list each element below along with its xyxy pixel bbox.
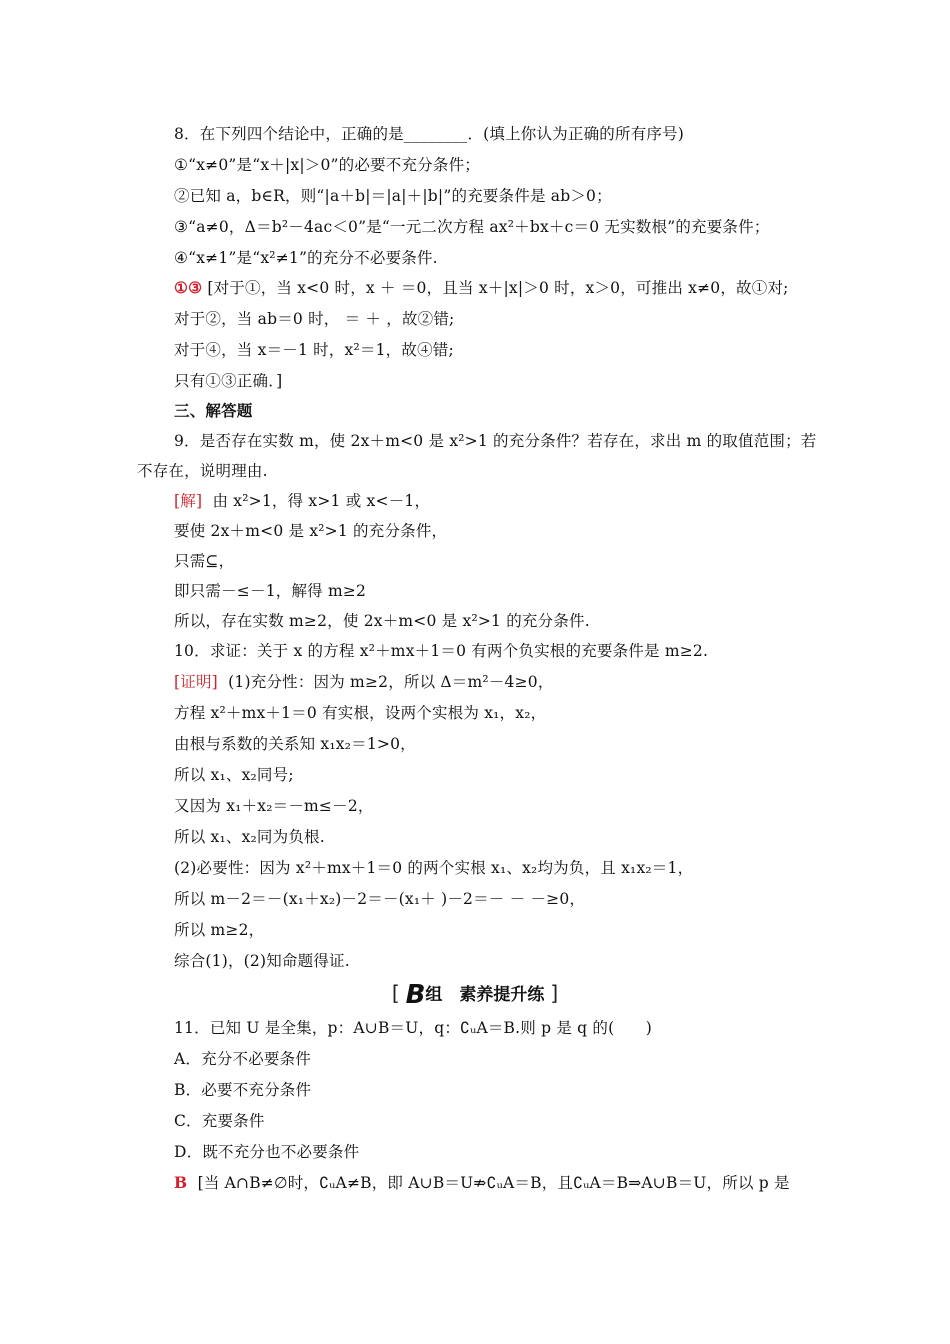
q11-answer-label: B bbox=[174, 1173, 188, 1192]
q8-solution-line: 对于④，当 x＝－1 时，x²＝1，故④错; bbox=[174, 341, 454, 359]
q10-answer-line bbox=[174, 672, 554, 692]
q10-solution-line: 所以 m≥2， bbox=[174, 921, 265, 939]
q8-item-2: ②已知 a，b∈R，则“|a＋b|＝|a|＋|b|”的充要条件是 ab＞0； bbox=[174, 187, 612, 205]
q8-item-3: ③“a≠0，Δ＝b²－4ac＜0”是“一元二次方程 ax²＋bx＋c＝0 无实数根”的充要条件； bbox=[174, 218, 770, 236]
section-title: 三、解答题 bbox=[174, 401, 253, 420]
q11-stem: 11．已知 U 是全集，p：A∪B＝U，q：∁ᵤA＝B.则 p 是 q 的( ) bbox=[174, 1019, 653, 1037]
q8-solution-line: 对于②，当 ab＝0 时， ＝ ＋ ，故②错; bbox=[174, 310, 455, 328]
q8-answer-line bbox=[174, 278, 789, 298]
q9-answer-line bbox=[174, 491, 430, 511]
q11-option-b: B．必要不充分条件 bbox=[174, 1081, 312, 1099]
q8-item-1: ①“x≠0”是“x＋|x|＞0”的必要不充分条件； bbox=[174, 156, 480, 174]
q11-option-a: A．充分不必要条件 bbox=[174, 1050, 311, 1068]
q10-solution-first: (1)充分性：因为 m≥2，所以 Δ＝m²－4≥0， bbox=[217, 673, 554, 691]
q11-option-c: C．充要条件 bbox=[174, 1112, 265, 1130]
q9-answer-label: [解] bbox=[174, 492, 203, 510]
q10-solution-line: 所以 x₁、x₂同为负根. bbox=[174, 828, 325, 846]
group-b-header bbox=[0, 980, 950, 1010]
q9-solution-line: 要使 2x＋m<0 是 x²>1 的充分条件， bbox=[174, 522, 448, 540]
q8-stem: 8．在下列四个结论中，正确的是________．(填上你认为正确的所有序号) bbox=[174, 125, 685, 143]
q10-solution-line: 综合(1)，(2)知命题得证. bbox=[174, 952, 350, 970]
q10-solution-line: 由根与系数的关系知 x₁x₂＝1>0， bbox=[174, 735, 416, 753]
q8-solution-first: [对于①，当 x<0 时，x ＋ ＝0，且当 x＋|x|＞0 时，x＞0，可推出 x≠0，故①对; bbox=[207, 279, 789, 297]
header-title: 组 素养提升练 bbox=[425, 985, 545, 1005]
q10-solution-line: (2)必要性：因为 x²＋mx＋1＝0 的两个实根 x₁、x₂均为负，且 x₁x₂＝1， bbox=[174, 859, 694, 877]
q10-solution-line: 所以 m－2＝－(x₁＋x₂)－2＝－(x₁＋ )－2＝－ － －≥0， bbox=[174, 890, 586, 908]
q10-solution-line: 方程 x²＋mx＋1＝0 有实根，设两个实根为 x₁，x₂， bbox=[174, 704, 547, 722]
q9-solution-line: 所以，存在实数 m≥2，使 2x＋m<0 是 x²>1 的充分条件. bbox=[174, 612, 590, 630]
q11-option-d: D．既不充分也不必要条件 bbox=[174, 1143, 360, 1161]
q9-stem: 9．是否存在实数 m，使 2x＋m<0 是 x²>1 的充分条件？若存在，求出 m 的取值范围；若 bbox=[174, 432, 817, 450]
q10-answer-label: [证明] bbox=[174, 673, 218, 691]
header-left-bracket: [ bbox=[391, 981, 400, 1005]
header-b-letter: B bbox=[405, 980, 426, 1010]
header-right-bracket: ] bbox=[550, 981, 559, 1005]
q8-solution-line: 只有①③正确．] bbox=[174, 372, 283, 390]
q9-solution-line: 即只需－≤－1，解得 m≥2 bbox=[174, 582, 367, 600]
q8-answer-label: ①③ bbox=[174, 278, 203, 297]
q8-item-4: ④“x≠1”是“x²≠1”的充分不必要条件. bbox=[174, 249, 438, 267]
q9-solution-first: 由 x²>1，得 x>1 或 x<－1， bbox=[202, 492, 431, 510]
q9-stem-continued: 不存在，说明理由. bbox=[137, 462, 268, 480]
q10-stem: 10．求证：关于 x 的方程 x²＋mx＋1＝0 有两个负实根的充要条件是 m≥2. bbox=[174, 642, 709, 660]
q9-solution-line: 只需⊆， bbox=[174, 552, 235, 570]
q11-answer-line bbox=[174, 1173, 790, 1193]
q10-solution-line: 又因为 x₁＋x₂＝－m≤－2， bbox=[174, 797, 374, 815]
q11-solution: [当 A∩B≠∅时，∁ᵤA≠B，即 A∪B＝U⇏∁ᵤA＝B，且∁ᵤA＝B⇒A∪B＝U，所以 p 是 bbox=[187, 1174, 790, 1192]
q10-solution-line: 所以 x₁、x₂同号; bbox=[174, 766, 294, 784]
